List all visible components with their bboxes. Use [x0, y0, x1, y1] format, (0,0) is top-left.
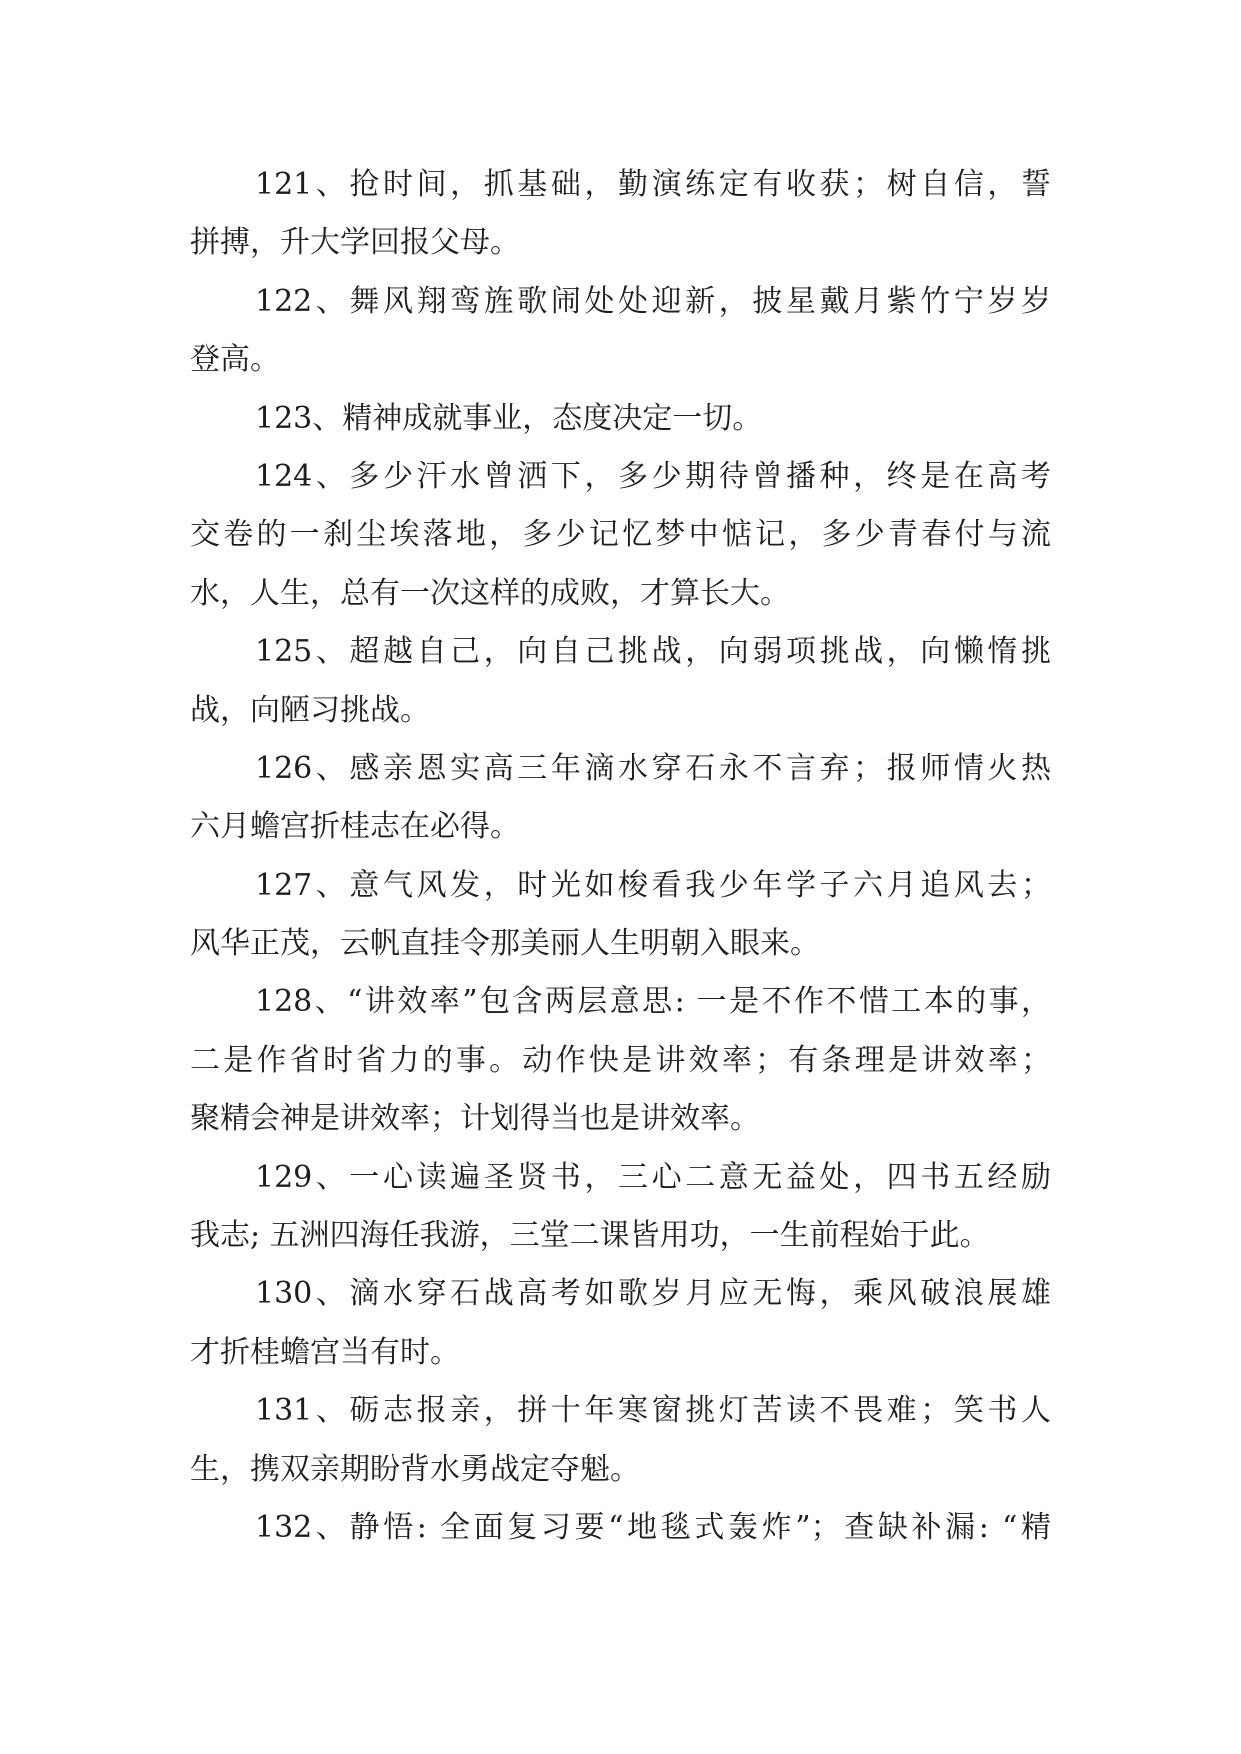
paragraph-123 [190, 390, 1051, 448]
document-body [190, 156, 1051, 1557]
text-line: 战，向陋习挑战。 [190, 692, 430, 728]
text-line: 121、抢时间，抓基础，勤演练定有收获；树自信，誓 [255, 167, 1051, 202]
paragraph-128 [190, 973, 1051, 1148]
text-line: 125、超越自己，向自己挑战，向弱项挑战，向懒惰挑 [255, 634, 1051, 670]
paragraph-127 [190, 857, 1051, 974]
text-line: 聚精会神是讲效率；计划得当也是讲效率。 [190, 1101, 760, 1137]
paragraph-121 [190, 156, 1051, 273]
text-line: 登高。 [190, 342, 280, 378]
text-line: 二是作省时省力的事。动作快是讲效率；有条理是讲效率； [190, 1042, 1051, 1078]
text-line: 123、精神成就事业，态度决定一切。 [255, 400, 763, 436]
paragraph-131 [190, 1382, 1051, 1499]
paragraph-126 [190, 740, 1051, 857]
paragraph-122 [190, 273, 1051, 390]
text-line: 129、一心读遍圣贤书，三心二意无益处，四书五经励 [255, 1159, 1051, 1195]
text-line: 126、感亲恩实高三年滴水穿石永不言弃；报师情火热 [255, 750, 1051, 786]
paragraph-132 [190, 1499, 1051, 1557]
paragraph-125 [190, 623, 1051, 740]
text-line: 交卷的一刹尘埃落地，多少记忆梦中惦记，多少青春付与流 [190, 517, 1051, 553]
text-line: 122、舞风翔鸾旌歌闹处处迎新，披星戴月紫竹宁岁岁 [255, 283, 1051, 319]
text-line: 六月蟾宫折桂志在必得。 [190, 809, 520, 845]
text-line: 131、砺志报亲，拼十年寒窗挑灯苦读不畏难；笑书人 [255, 1393, 1051, 1429]
text-line: 才折桂蟾宫当有时。 [190, 1334, 460, 1370]
text-line: 拼搏，升大学回报父母。 [190, 225, 520, 261]
paragraph-129 [190, 1149, 1051, 1266]
paragraph-124 [190, 448, 1051, 623]
text-line: 生，携双亲期盼背水勇战定夺魁。 [190, 1451, 640, 1487]
text-line: 132、静悟: 全面复习要“地毯式轰炸”；查缺补漏: “精 [255, 1509, 1051, 1545]
text-line: 128、“讲效率”包含两层意思: 一是不作不惜工本的事， [255, 984, 1051, 1020]
text-line: 130、滴水穿石战高考如歌岁月应无悔，乘风破浪展雄 [255, 1276, 1051, 1312]
text-line: 124、多少汗水曾洒下，多少期待曾播种，终是在高考 [255, 458, 1051, 494]
paragraph-130 [190, 1265, 1051, 1382]
text-line: 风华正茂，云帆直挂令那美丽人生明朝入眼来。 [190, 926, 820, 962]
text-line: 水，人生，总有一次这样的成败，才算长大。 [190, 575, 790, 611]
text-line: 127、意气风发，时光如梭看我少年学子六月追风去； [255, 867, 1051, 903]
text-line: 我志; 五洲四海任我游，三堂二课皆用功，一生前程始于此。 [190, 1218, 990, 1254]
